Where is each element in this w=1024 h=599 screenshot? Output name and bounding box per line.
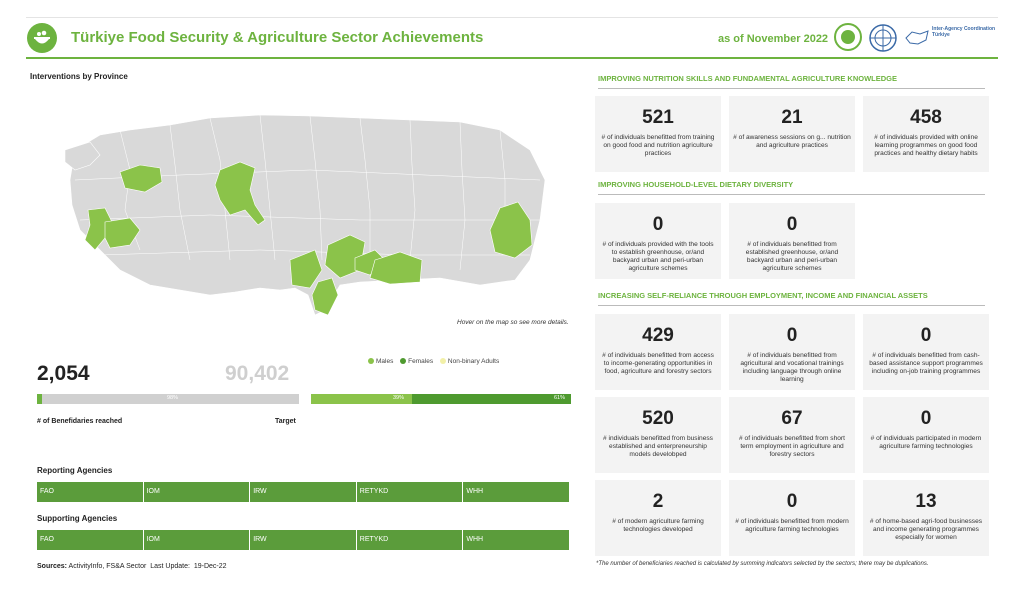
reached-label: # of Benefidaries reached	[37, 418, 123, 425]
supporting-agency[interactable]: IRW	[250, 530, 356, 550]
section-divider	[598, 88, 985, 89]
indicator-card: 13 # of home-based agri-food businesses and income generating programmes especially for women	[863, 480, 989, 556]
legend-females: Females	[400, 358, 433, 365]
reporting-agencies-row	[37, 482, 570, 502]
gender-legend	[368, 358, 504, 365]
indicator-card: 0 # of individuals benefitted from established greenhouse, or/and backyard urban and peri-urban agriculture schemes	[729, 203, 855, 279]
top-divider	[26, 17, 998, 18]
section-nutrition-title: IMPROVING NUTRITION SKILLS AND FUNDAMENTAL AGRICULTURE KNOWLEDGE	[598, 74, 898, 83]
sources-line: Sources: ActivityInfo, FS&A Sector Last Update: 19-Dec-22	[37, 563, 227, 570]
section-dietary-title: IMPROVING HOUSEHOLD-LEVEL DIETARY DIVERSITY	[598, 180, 794, 189]
as-of-date: as of November 2022	[718, 33, 829, 45]
reporting-agency[interactable]: IOM	[144, 482, 250, 502]
section-divider	[598, 305, 985, 306]
coordination-label: Inter-Agency Coordination Türkiye	[932, 26, 996, 38]
gender-split-bar[interactable]	[311, 394, 571, 404]
indicator-card: 0 # of individuals benefitted from modern agriculture farming technologies	[729, 480, 855, 556]
section-divider	[598, 194, 985, 195]
indicator-card: 520 # individuals benefitted from business established and enterpreneurship models develobped	[595, 397, 721, 473]
section-self-reliance-title: INCREASING SELF-RELIANCE THROUGH EMPLOYMENT, INCOME AND FINANCIAL ASSETS	[598, 291, 928, 300]
indicator-card: 521 # of individuals benefitted from training on good food and nutrition agriculture practices	[595, 96, 721, 172]
target-label: Target	[275, 418, 296, 425]
map-hover-note: Hover on the map so see more details.	[457, 319, 569, 326]
indicator-card: 21 # of awareness sessions on g... nutrition and agriculture practices	[729, 96, 855, 172]
province-map[interactable]	[60, 110, 550, 325]
indicator-card: 429 # of individuals benefitted from access to income-generating opportunities in food, agriculture and forestry sectors	[595, 314, 721, 390]
reporting-agency[interactable]: RETYKD	[357, 482, 463, 502]
page-title: Türkiye Food Security & Agriculture Sector Achievements	[71, 29, 484, 46]
reporting-agency[interactable]: FAO	[37, 482, 143, 502]
nonbinary-dot-icon	[440, 358, 446, 364]
supporting-agency[interactable]: FAO	[37, 530, 143, 550]
reach-progress-bar	[37, 394, 299, 404]
remaining-percent-label: 98%	[167, 395, 179, 401]
indicator-card: 67 # of individuals benefitted from short term employment in agriculture and forestry sectors	[729, 397, 855, 473]
un-logo-icon	[868, 23, 898, 53]
coordination-map-icon	[904, 26, 930, 50]
females-dot-icon	[400, 358, 406, 364]
header	[26, 20, 998, 58]
males-dot-icon	[368, 358, 374, 364]
indicator-card: 0 # of individuals benefitted from agricultural and vocational trainings including language through online learning	[729, 314, 855, 390]
indicator-card: 2 # of modern agriculture farming technologies developed	[595, 480, 721, 556]
supporting-agencies-title: Supporting Agencies	[37, 514, 118, 523]
supporting-agencies-row	[37, 530, 570, 550]
header-underline	[26, 57, 998, 59]
females-percent: 61%	[554, 395, 566, 401]
sector-logo-icon	[834, 23, 862, 51]
target-value: 90,402	[225, 362, 290, 385]
map-title: Interventions by Province	[30, 72, 128, 81]
males-percent: 39%	[393, 395, 405, 401]
reporting-agency[interactable]: WHH	[463, 482, 569, 502]
legend-males: Males	[368, 358, 393, 365]
indicator-card: 0 # of individuals benefitted from cash-based assistance support programmes including on-job training programmes	[863, 314, 989, 390]
food-bowl-icon	[27, 23, 57, 53]
reporting-agencies-title: Reporting Agencies	[37, 466, 113, 475]
indicator-card: 0 # of individuals provided with the tools to establish greenhouse, or/and backyard urban and peri-urban agriculture schemes	[595, 203, 721, 279]
reached-value: 2,054	[37, 362, 90, 385]
reporting-agency[interactable]: IRW	[250, 482, 356, 502]
footnote: *The number of beneficiaries reached is calculated by summing indicators selected by the sectors; there may be duplications.	[596, 561, 929, 567]
supporting-agency[interactable]: RETYKD	[357, 530, 463, 550]
supporting-agency[interactable]: WHH	[463, 530, 569, 550]
females-segment[interactable]	[412, 394, 571, 404]
indicator-card: 458 # of individuals provided with online learning programmes on good food practices and healthy dietary habits	[863, 96, 989, 172]
legend-nonbinary: Non-binary Adults	[440, 358, 499, 365]
supporting-agency[interactable]: IOM	[144, 530, 250, 550]
indicator-card: 0 # of individuals participated in modern agriculture farming technologies	[863, 397, 989, 473]
reach-progress-fill	[37, 394, 42, 404]
